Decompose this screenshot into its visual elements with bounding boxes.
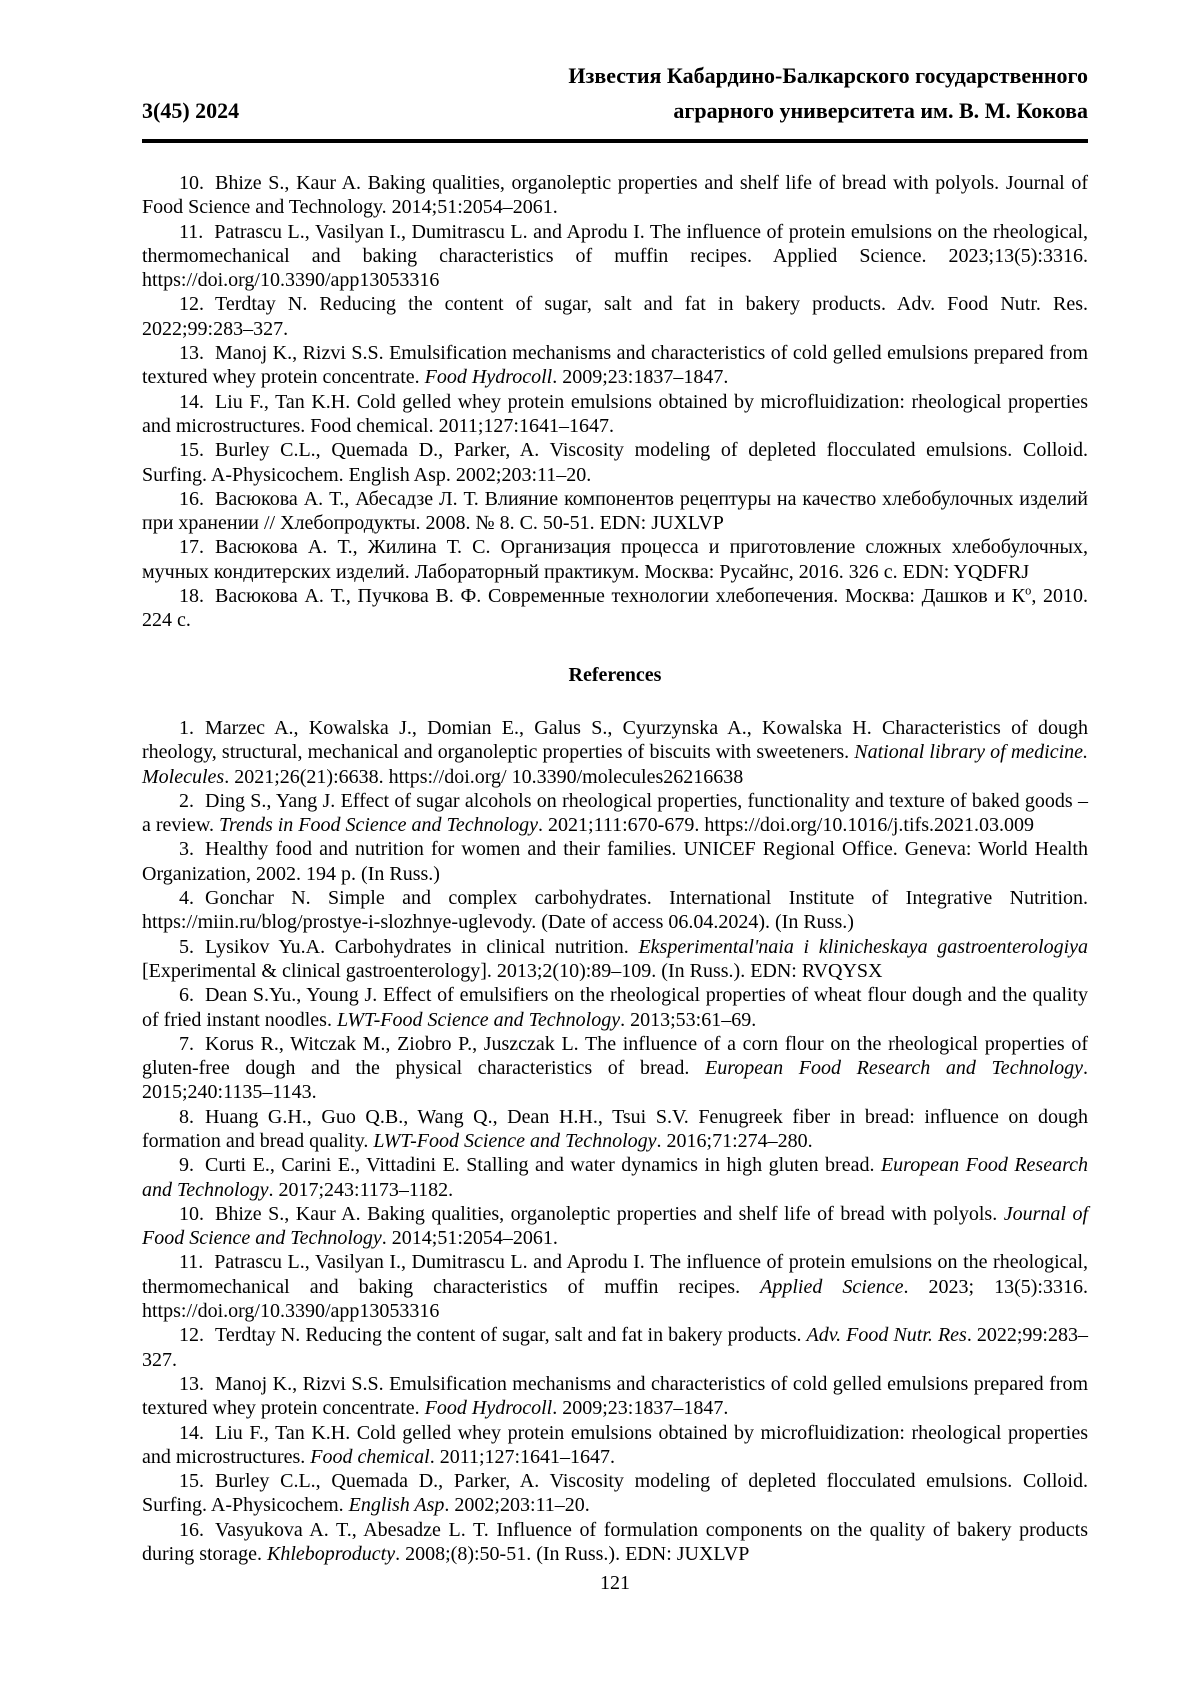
reference-number: 2. — [179, 789, 194, 812]
journal-name-italic: Khleboproducty — [266, 1543, 396, 1566]
reference-item — [142, 789, 1088, 838]
reference-number: 7. — [179, 1032, 194, 1055]
reference-item — [142, 935, 1088, 984]
reference-text: Ding S., Yang J. Effect of sugar alcohols on rheological properties, functionality and texture of baked goods – a review. — [142, 789, 1088, 837]
reference-text: Korus R., Witczak M., Ziobro P., Juszczak L. The influence of a corn flour on the rheological properties of gluten-free dough and the physical characteristics of bread. — [142, 1032, 1088, 1080]
reference-number: 10. — [179, 172, 204, 194]
reference-item — [142, 1469, 1088, 1518]
page-content — [142, 0, 1088, 1566]
reference-text: Healthy food and nutrition for women and their families. UNICEF Regional Office. Geneva: World Health Organization, 2002. 194 p. (In Russ.) — [142, 838, 1088, 885]
reference-number: 16. — [179, 487, 204, 510]
reference-text: . 2002;203:11–20. — [444, 1494, 590, 1517]
reference-text: Васюкова А. Т., Пучкова В. Ф. Современные технологии хлебопечения. Москва: Дашков и К — [215, 585, 1026, 608]
journal-name-italic: LWT-Food Science and Technology — [373, 1129, 657, 1152]
journal-name-italic: Food Hydrocoll — [424, 366, 553, 389]
reference-text: Patrascu L., Vasilyan I., Dumitrascu L. and Aprodu I. The influence of protein emulsions on the rheological, thermomechanical and baking characteristics of muffin recipes. — [142, 1251, 1088, 1298]
reference-number: 12. — [179, 293, 204, 316]
reference-item — [142, 292, 1088, 341]
reference-item — [142, 535, 1088, 584]
reference-text: . 2022;99:283–327. — [142, 1324, 1088, 1371]
journal-header — [142, 0, 1088, 128]
reference-number: 3. — [179, 838, 194, 861]
journal-name-italic: Journal of Food Science and Technology — [142, 1202, 1088, 1250]
reference-item — [142, 1202, 1088, 1251]
reference-number: 15. — [179, 1470, 204, 1493]
journal-name-italic: Trends in Food Science and Technology — [219, 814, 539, 837]
reference-text: Lysikov Yu.A. Carbohydrates in clinical nutrition. — [205, 935, 639, 958]
reference-number: 15. — [179, 439, 204, 462]
reference-text: . 2008;(8):50-51. (In Russ.). EDN: JUXLVP — [395, 1543, 750, 1566]
reference-text: Bhize S., Kaur A. Baking qualities, organoleptic properties and shelf life of bread with polyols. — [215, 1202, 1004, 1225]
reference-text: . 2017;243:1173–1182. — [268, 1178, 454, 1201]
reference-number: 13. — [179, 1372, 204, 1395]
reference-number: 10. — [179, 1202, 204, 1225]
reference-text: Terdtay N. Reducing the content of sugar, salt and fat in bakery products. — [215, 1324, 807, 1347]
reference-item — [142, 1372, 1088, 1421]
reference-number: 5. — [179, 935, 194, 958]
reference-item — [142, 886, 1088, 935]
reference-text: Huang G.H., Guo Q.B., Wang Q., Dean H.H., Tsui S.V. Fenugreek fiber in bread: influence on dough formation and bread quality. — [142, 1105, 1088, 1152]
reference-text: Dean S.Yu., Young J. Effect of emulsifiers on the rheological properties of wheat flour dough and the quality of fried instant noodles. — [142, 984, 1088, 1031]
header-divider — [142, 139, 1088, 143]
reference-item — [142, 438, 1088, 487]
reference-item — [142, 220, 1088, 293]
reference-item — [142, 584, 1088, 633]
references-body — [142, 171, 1088, 1566]
reference-text: Liu F., Tan K.H. Cold gelled whey protein emulsions obtained by microfluidization: rheological properties and microstructures. — [142, 1421, 1088, 1468]
journal-name-italic: European Food Research and Technology — [705, 1057, 1083, 1080]
reference-item — [142, 390, 1088, 439]
reference-text: Manoj K., Rizvi S.S. Emulsification mechanisms and characteristics of cold gelled emulsions prepared from textured whey protein concentrate. — [142, 342, 1088, 389]
references-heading: References — [568, 663, 662, 686]
reference-text: . 2009;23:1837–1847. — [552, 1397, 729, 1420]
reference-number: 13. — [179, 342, 204, 365]
reference-number: 4. — [179, 887, 194, 910]
reference-item — [142, 716, 1088, 789]
reference-item — [142, 837, 1088, 886]
journal-name-italic: LWT-Food Science and Technology — [336, 1008, 621, 1031]
reference-text: Manoj K., Rizvi S.S. Emulsification mechanisms and characteristics of cold gelled emulsions prepared from textured whey protein concentrate. — [142, 1372, 1088, 1420]
reference-text: , 2010. 224 с. — [142, 585, 1088, 632]
reference-text: Bhize S., Kaur A. Baking qualities, organoleptic properties and shelf life of bread with polyols. Journal of Food Science and Technology. 2014;51:2054–2061. — [142, 172, 1088, 219]
reference-number: 1. — [179, 716, 194, 739]
reference-number: 9. — [179, 1154, 194, 1177]
reference-text: Васюкова А. Т., Жилина Т. С. Организация процесса и приготовление сложных хлебобулочных, мучных кондитерских изделий. Лабораторный практикум. Москва: Русайнс, 2016. 326 с. EDN: YQDFRJ — [142, 536, 1088, 583]
reference-item — [142, 171, 1088, 220]
reference-text: Marzec A., Kowalska J., Domian E., Galus S., Cyurzynska A., Kowalska H. Characteristics of dough rheology, structural, mechanical and organoleptic properties of biscuits with sweeteners. — [142, 716, 1088, 764]
reference-item — [142, 1250, 1088, 1323]
reference-item — [142, 1518, 1088, 1567]
journal-name-italic: Applied Science — [760, 1275, 904, 1298]
reference-number: 6. — [179, 984, 194, 1007]
reference-text: Liu F., Tan K.H. Cold gelled whey protein emulsions obtained by microfluidization: rheological properties and microstructures. Food chemical. 2011;127:1641–1647. — [142, 390, 1088, 437]
journal-title — [568, 58, 1088, 128]
reference-number: 12. — [179, 1324, 204, 1347]
reference-text: Burley C.L., Quemada D., Parker, A. Viscosity modeling of depleted flocculated emulsions. Colloid. Surfing. A-Physicochem. English Asp. 2002;203:11–20. — [142, 439, 1088, 486]
reference-text: Curti E., Carini E., Vittadini E. Stalling and water dynamics in high gluten bread. — [205, 1154, 881, 1177]
reference-text: Васюкова А. Т., Абесадзе Л. Т. Влияние компонентов рецептуры на качество хлебобулочных изделий при хранении // Хлебопродукты. 2008. № 8. С. 50-51. EDN: JUXLVP — [142, 487, 1088, 535]
reference-item — [142, 1032, 1088, 1105]
reference-text: Vasyukova A. T., Abesadze L. T. Influence of formulation components on the quality of bakery products during storage. — [142, 1518, 1088, 1566]
journal-title-line2: аграрного университета им. В. М. Кокова — [673, 98, 1088, 123]
reference-number: 11. — [179, 1251, 204, 1274]
reference-item — [142, 1153, 1088, 1202]
reference-text: Gonchar N. Simple and complex carbohydrates. International Institute of Integrative Nutrition. https://miin.ru/blog/prostye-i-slozhnye-uglevody. (Date of access 06.04.2024). (In Russ.) — [142, 887, 1088, 934]
reference-number: 18. — [179, 585, 204, 608]
russian-references-section — [142, 171, 1088, 633]
reference-text: Terdtay N. Reducing the content of sugar, salt and fat in bakery products. Adv. Food Nutr. Res. 2022;99:283–327. — [142, 293, 1088, 340]
reference-item — [142, 341, 1088, 390]
journal-title-line1: Известия Кабардино-Балкарского государственного — [568, 63, 1088, 88]
reference-text: . 2021;26(21):6638. https://doi.org/ 10.3390/molecules26216638 — [224, 765, 744, 788]
journal-name-italic: National library of medicine. Molecules — [142, 741, 1089, 788]
journal-name-italic: Food chemical — [310, 1445, 430, 1468]
reference-text: . 2023; 13(5):3316. https://doi.org/10.3390/app13053316 — [142, 1275, 1088, 1323]
reference-item — [142, 1105, 1088, 1154]
reference-item — [142, 983, 1088, 1032]
reference-text: о — [1025, 583, 1032, 598]
page-number: 121 — [600, 1572, 630, 1594]
reference-item — [142, 1323, 1088, 1372]
reference-text: . 2015;240:1135–1143. — [142, 1057, 1088, 1104]
reference-text: Patrascu L., Vasilyan I., Dumitrascu L. and Aprodu I. The influence of protein emulsions on the rheological, thermomechanical and baking characteristics of muffin recipes. Applied Science. 2023;13(5):3316. https://doi.org/10.3390/app13053316 — [142, 220, 1088, 292]
issue-number: 3(45) 2024 — [142, 98, 240, 123]
english-references-section — [142, 716, 1088, 1566]
reference-number: 14. — [179, 1421, 204, 1444]
reference-text: Burley C.L., Quemada D., Parker, A. Viscosity modeling of depleted flocculated emulsions. Colloid. Surfing. A-Physicochem. — [142, 1470, 1088, 1517]
reference-text: . 2011;127:1641–1647. — [429, 1445, 616, 1468]
reference-number: 11. — [179, 220, 204, 243]
reference-number: 16. — [179, 1518, 204, 1541]
reference-text: [Experimental & clinical gastroenterology]. 2013;2(10):89–109. (In Russ.). EDN: RVQYSX — [142, 959, 883, 982]
journal-name-italic: Food Hydrocoll — [424, 1397, 553, 1420]
journal-name-italic: English Asp — [348, 1494, 445, 1517]
reference-text: . 2013;53:61–69. — [620, 1008, 757, 1031]
journal-name-italic: European Food Research and Technology — [142, 1154, 1088, 1201]
journal-name-italic: Eksperimental'naia i klinicheskaya gastroenterologiya — [638, 935, 1088, 958]
reference-text: . 2016;71:274–280. — [656, 1129, 813, 1152]
reference-item — [142, 1421, 1088, 1470]
reference-text: . 2009;23:1837–1847. — [552, 366, 729, 389]
reference-number: 17. — [179, 536, 204, 559]
journal-name-italic: Adv. Food Nutr. Res — [806, 1324, 967, 1347]
reference-text: . 2021;111:670-679. https://doi.org/10.1016/j.tifs.2021.03.009 — [538, 814, 1034, 837]
reference-number: 8. — [179, 1105, 194, 1128]
reference-text: . 2014;51:2054–2061. — [381, 1227, 558, 1250]
reference-item — [142, 487, 1088, 536]
reference-number: 14. — [179, 390, 204, 413]
